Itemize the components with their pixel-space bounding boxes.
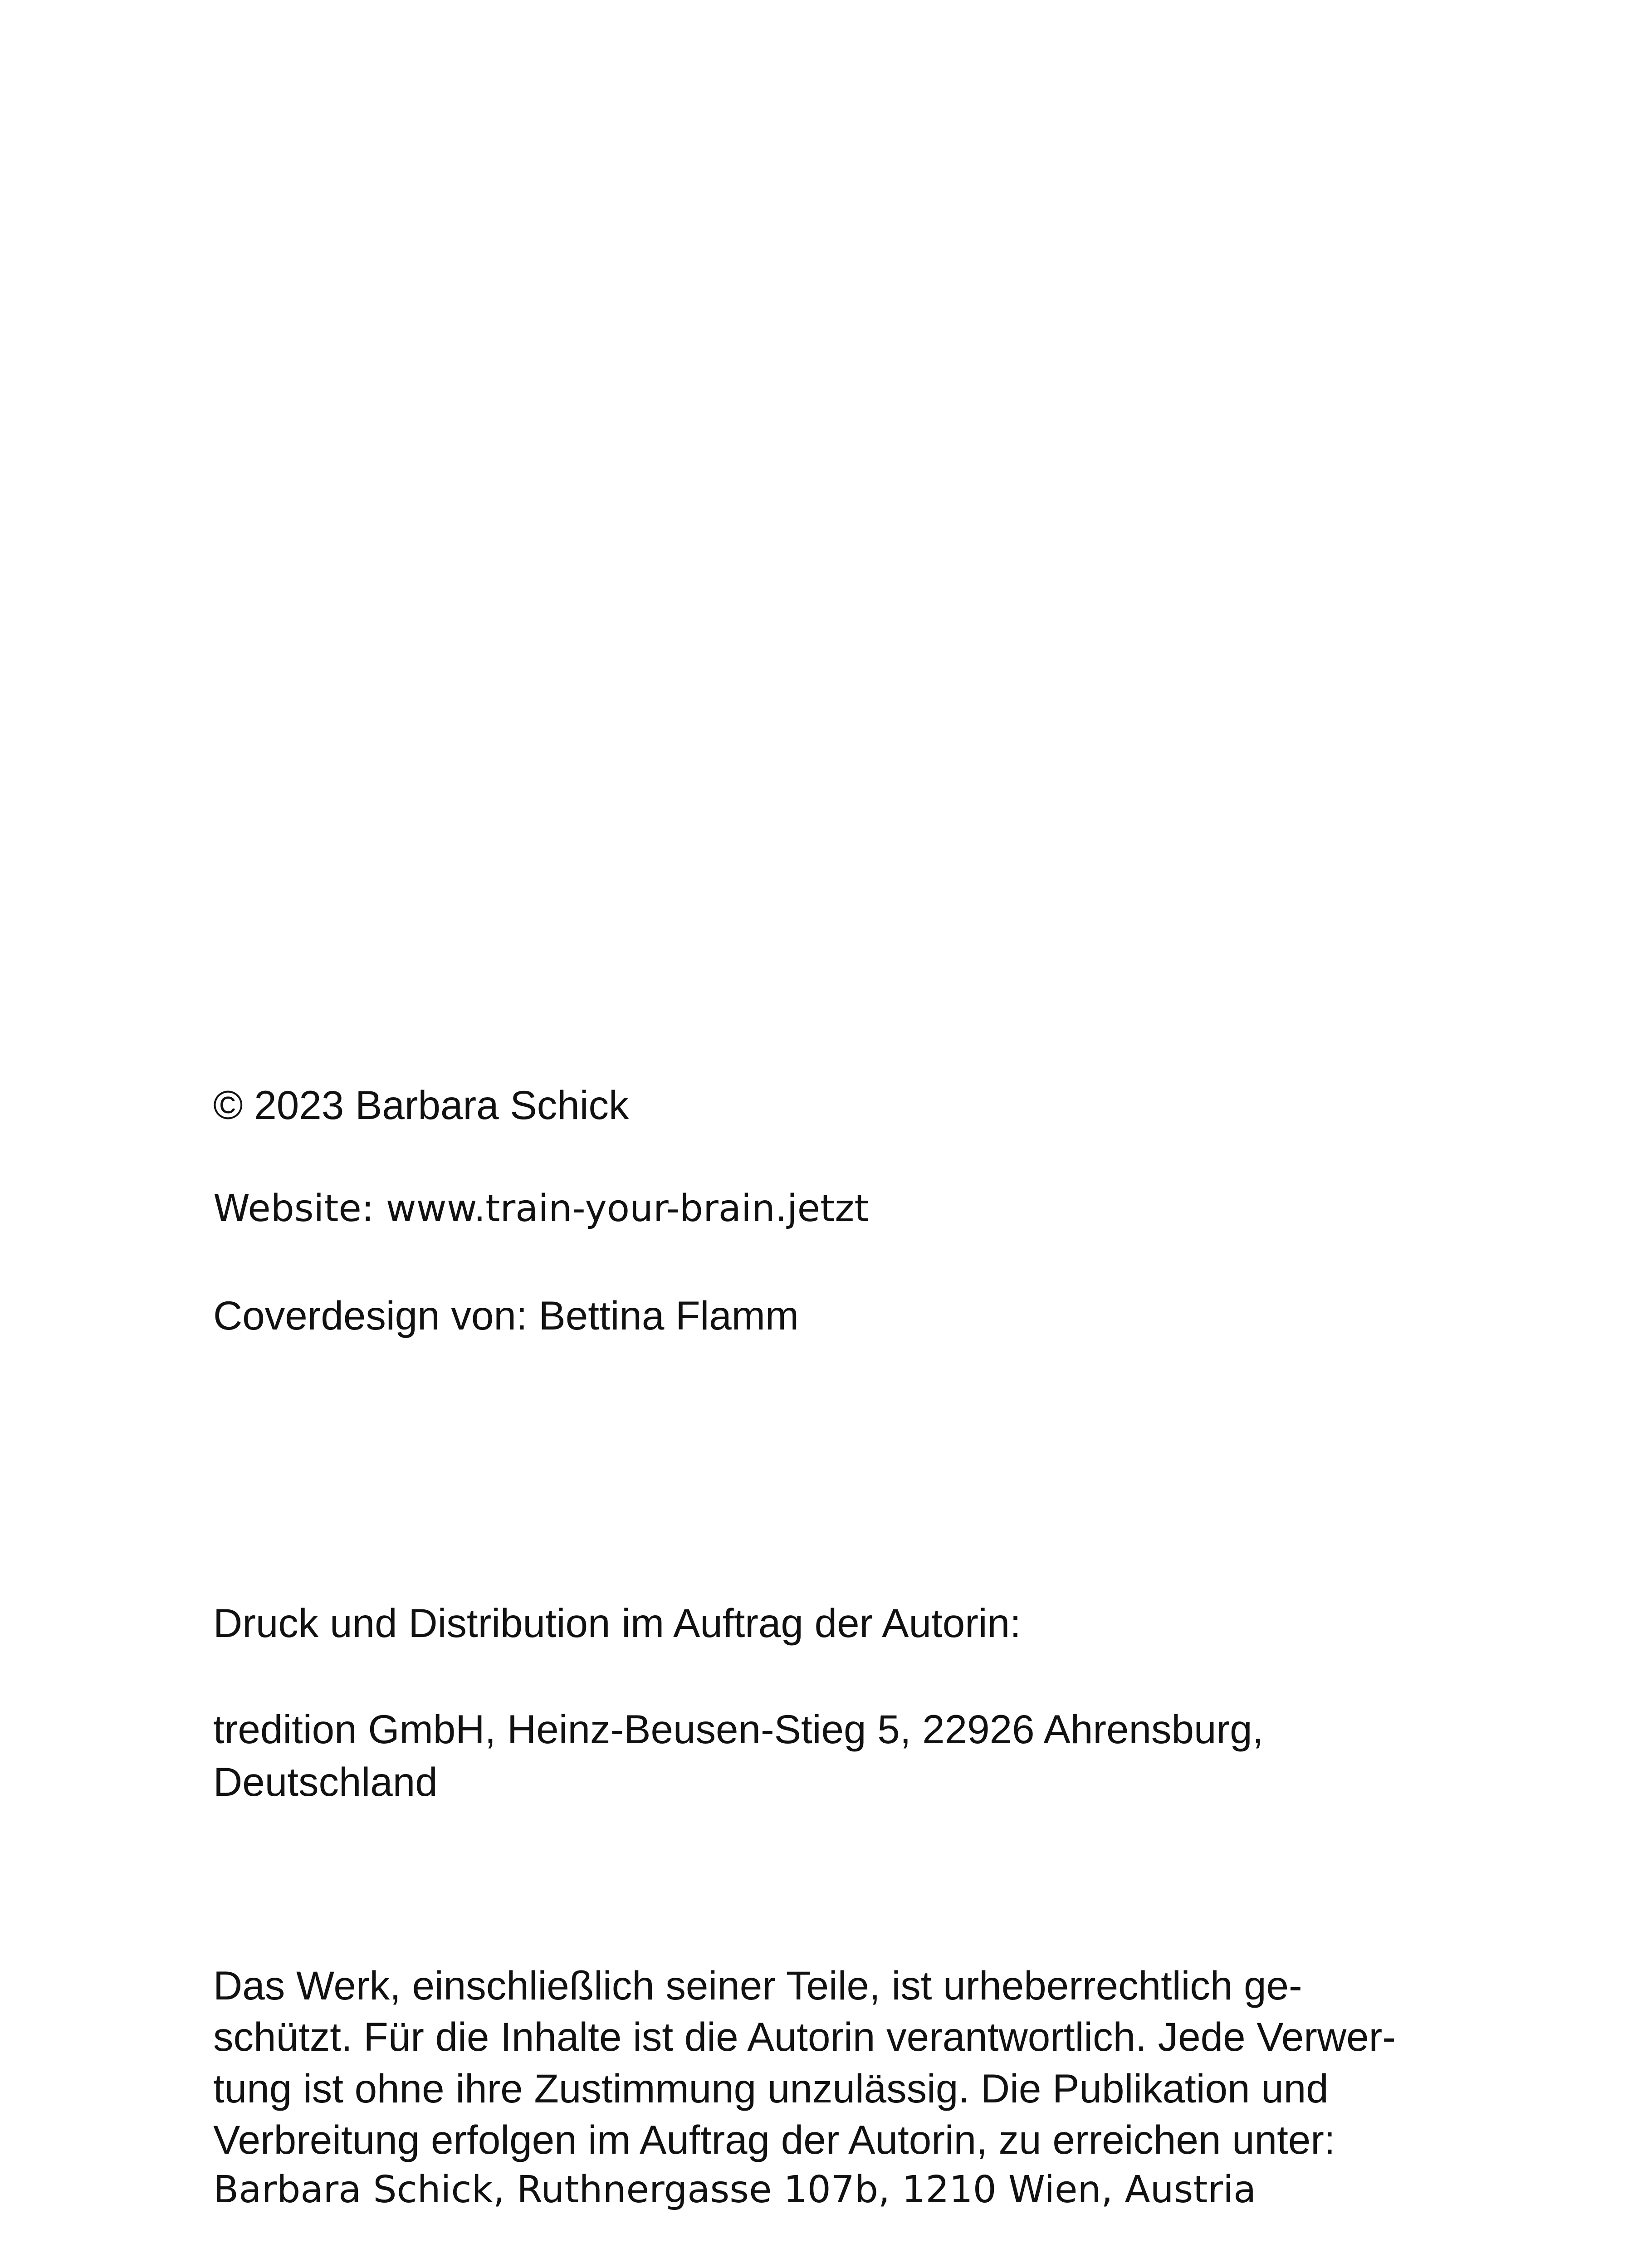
legal-notice-line: schützt. Für die Inhalte ist die Autorin verantwortlich. Jede Verwer- <box>213 2014 1396 2059</box>
publisher-country-line: Deutschland <box>213 1759 438 1804</box>
website-line: Website: www.train-your-brain.jetzt <box>213 1187 869 1230</box>
legal-notice-line: tung ist ohne ihre Zustimmung unzulässig. Die Publikation und <box>213 2066 1329 2111</box>
legal-notice-line: Verbreitung erfolgen im Auftrag der Autorin, zu erreichen unter: <box>213 2117 1335 2162</box>
publisher-address-line: tredition GmbH, Heinz-Beusen-Stieg 5, 22926 Ahrensburg, <box>213 1706 1264 1752</box>
author-contact-line: Barbara Schick, Ruthnergasse 107b, 1210 Wien, Austria <box>213 2168 1257 2211</box>
distribution-heading: Druck und Distribution im Auftrag der Autorin: <box>213 1600 1021 1646</box>
legal-notice-line: Das Werk, einschließlich seiner Teile, ist urheberrechtlich ge- <box>213 1963 1302 2008</box>
coverdesign-credit: Coverdesign von: Bettina Flamm <box>213 1293 799 1338</box>
copyright-notice: © 2023 Barbara Schick <box>213 1082 629 1128</box>
